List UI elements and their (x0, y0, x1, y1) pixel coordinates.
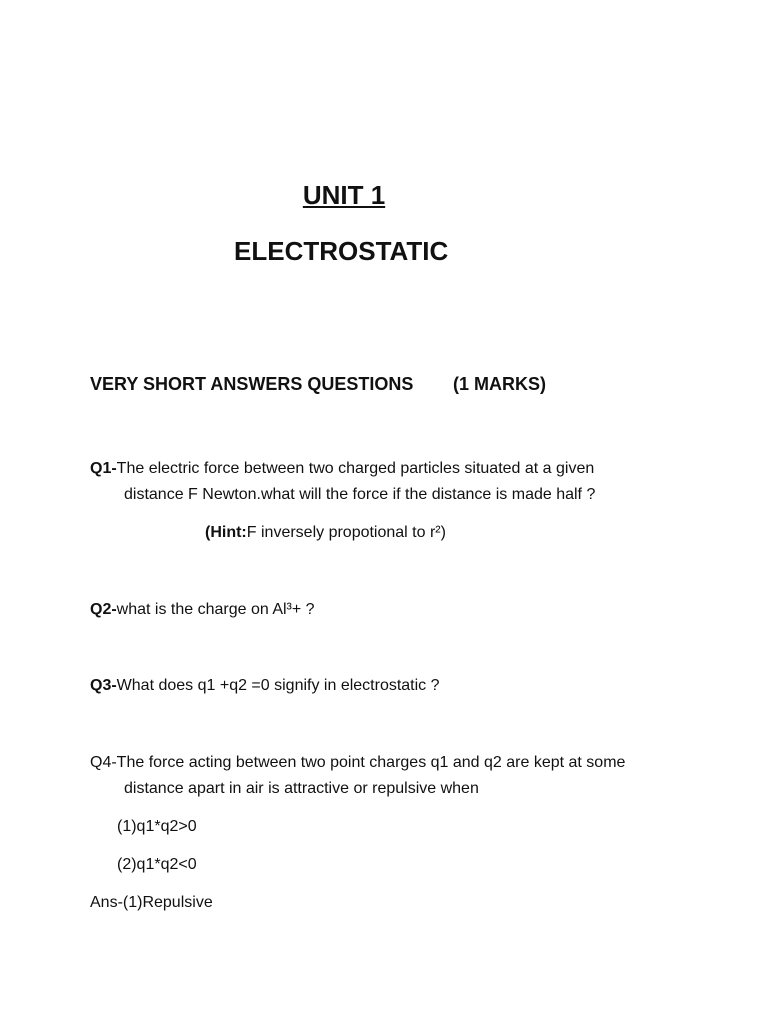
q1-hint-open: ( (205, 524, 211, 541)
q2-label: Q2- (90, 601, 117, 618)
q3-line (90, 673, 440, 699)
section-marks: (1 MARKS) (453, 374, 546, 394)
q4-text-line2: distance apart in air is attractive or repulsive when (124, 780, 479, 797)
q3-label: Q3- (90, 677, 117, 694)
q4-answer: Ans-(1)Repulsive (90, 894, 213, 911)
q1-line1 (90, 456, 594, 482)
section-title: VERY SHORT ANSWERS QUESTIONS (90, 374, 414, 394)
q2-line (90, 597, 315, 623)
q1-hint-label: Hint: (210, 524, 247, 541)
q1-hint (205, 520, 446, 546)
q4-option-1: (1)q1*q2>0 (117, 818, 197, 835)
q4-option-2: (2)q1*q2<0 (117, 856, 197, 873)
q3-text: What does q1 +q2 =0 signify in electrostatic ? (116, 677, 440, 694)
q1-label: Q1- (90, 460, 117, 477)
q1-hint-text: F inversely propotional to r²) (246, 524, 446, 541)
q1-text-line1: The electric force between two charged particles situated at a given (116, 460, 595, 477)
q4-text-line1: Q4-The force acting between two point charges q1 and q2 are kept at some (90, 754, 626, 771)
unit-title: UNIT 1 (302, 180, 386, 210)
q2-text: what is the charge on Al³+ ? (116, 601, 315, 618)
q1-text-line2: distance F Newton.what will the force if the distance is made half ? (124, 486, 596, 503)
subject-title: ELECTROSTATIC (234, 236, 449, 266)
